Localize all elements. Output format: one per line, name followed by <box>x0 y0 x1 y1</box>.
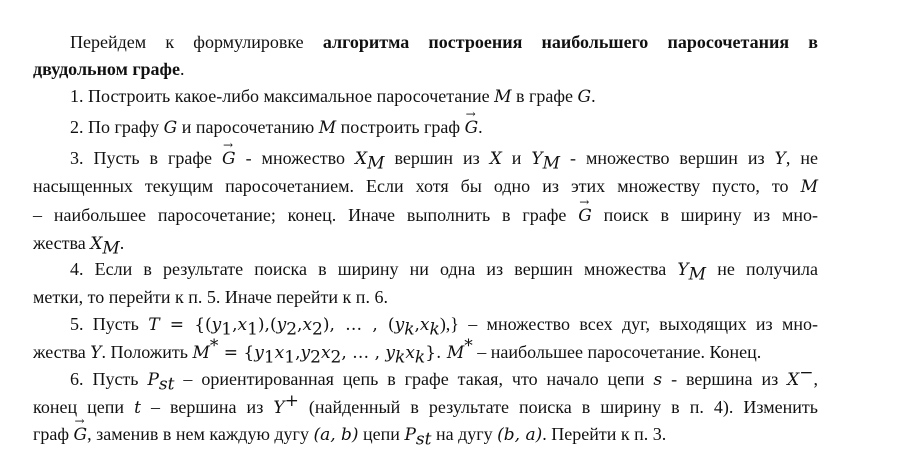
algorithm-title: алгоритма построения наибольшего паросочетания в <box>322 32 818 52</box>
step-6-line-2: конец цепи t – вершина из Y+ (найденный в результате поиска в ширину в п. 4). Изменить <box>33 391 818 418</box>
step-4-line-2: метки, то перейти к п. 5. Иначе перейти к п. 6. <box>33 287 388 307</box>
intro-line-1: Перейдем к формулировке алгоритма построения наибольшего паросочетания в <box>70 32 818 52</box>
step-4-line-1: 4. Если в результате поиска в ширину ни одна из вершин множества $Y_M$ не получила <box>70 259 818 285</box>
step-6-line-1: 6. Пусть $P_{st}$ – ориентированная цепь в графе такая, что начало цепи s - вершина из X−, <box>70 363 818 395</box>
step-6-line-3: граф G → , заменив в нем каждую дугу (a, b) цепи $P_{st}$ на дугу (b, a). Перейти к п. 3. <box>33 414 667 450</box>
step-3-line-4: жества $X_M$. <box>33 233 125 259</box>
step-1: 1. Построить какое-либо максимальное паросочетание M в графе G. <box>70 86 596 107</box>
step-5-line-2: жества Y. Положить $M^* = \{y_1x_1,y_2x_2$, … , $y_kx_k$}. M* – наибольшее паросочетание. Конец. <box>33 336 762 368</box>
intro-line-2: двудольном графе. <box>33 59 185 79</box>
step-5-line-1: 5. Пусть $T = \{(y_1,x_1),(y_2,x_2)$, … , $(y_k,x_k)$,} – множество всех дуг, выходящих из мно- <box>70 314 818 340</box>
step-2: 2. По графу G и паросочетанию M построить граф G → . <box>70 107 483 138</box>
step-3-line-2: насыщенных текущим паросочетанием. Если хотя бы одно из этих множеству пусто, то M <box>33 176 818 197</box>
step-3-line-3: – наибольшее паросочетание; конец. Иначе выполнить в графе G → поиск в ширину из мно- <box>33 195 818 226</box>
step-3-line-1: 3. Пусть в графе G → - множество $X_M$ вершин из X и $Y_M$ - множество вершин из Y, не <box>70 138 818 174</box>
